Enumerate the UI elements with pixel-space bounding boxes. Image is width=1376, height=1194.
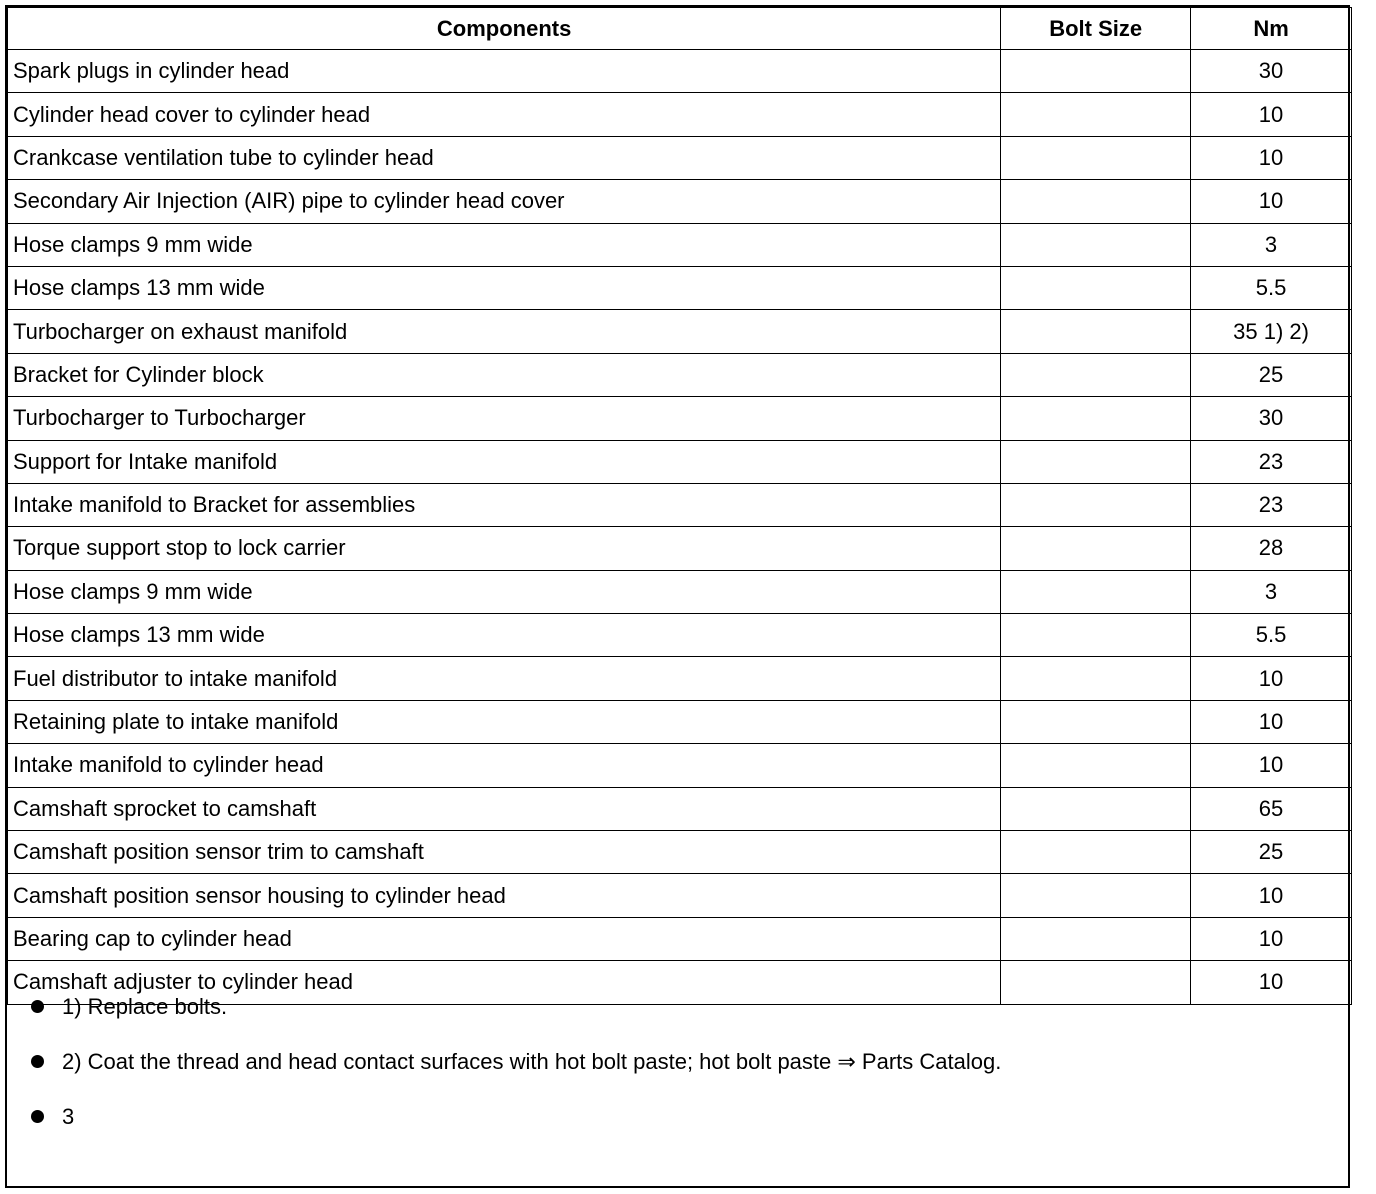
bolt-size-cell xyxy=(1001,440,1191,483)
table-row xyxy=(8,440,1352,483)
bolt-size-cell xyxy=(1001,93,1191,136)
torque-spec-sheet xyxy=(5,5,1350,1188)
torque-spec-table xyxy=(7,7,1352,1005)
nm-cell: 10 xyxy=(1191,657,1352,700)
nm-cell: 10 xyxy=(1191,180,1352,223)
table-row xyxy=(8,180,1352,223)
table-row xyxy=(8,744,1352,787)
bolt-size-cell xyxy=(1001,483,1191,526)
table-row xyxy=(8,570,1352,613)
bolt-size-cell xyxy=(1001,136,1191,179)
bolt-size-cell xyxy=(1001,874,1191,917)
bolt-size-cell xyxy=(1001,570,1191,613)
bolt-size-cell xyxy=(1001,700,1191,743)
nm-cell: 25 xyxy=(1191,831,1352,874)
table-row xyxy=(8,787,1352,830)
table-row xyxy=(8,527,1352,570)
nm-cell: 30 xyxy=(1191,397,1352,440)
footnote-item xyxy=(31,1104,74,1130)
nm-cell: 10 xyxy=(1191,961,1352,1004)
component-cell: Hose clamps 13 mm wide xyxy=(8,266,1001,309)
table-header-row xyxy=(8,8,1352,50)
table-row xyxy=(8,136,1352,179)
table-row xyxy=(8,223,1352,266)
footnote-text: 2) Coat the thread and head contact surfaces with hot bolt paste; hot bolt paste ⇒ Parts Catalog. xyxy=(62,1049,1002,1074)
component-cell: Hose clamps 9 mm wide xyxy=(8,570,1001,613)
nm-cell: 10 xyxy=(1191,874,1352,917)
bolt-size-cell xyxy=(1001,353,1191,396)
component-cell: Camshaft position sensor trim to camshaft xyxy=(8,831,1001,874)
footnote-item xyxy=(31,994,227,1020)
component-cell: Secondary Air Injection (AIR) pipe to cylinder head cover xyxy=(8,180,1001,223)
bolt-size-cell xyxy=(1001,614,1191,657)
footnote-text: 1) Replace bolts. xyxy=(62,994,228,1019)
nm-cell: 3 xyxy=(1191,223,1352,266)
component-cell: Hose clamps 13 mm wide xyxy=(8,614,1001,657)
bolt-size-cell xyxy=(1001,787,1191,830)
component-cell: Support for Intake manifold xyxy=(8,440,1001,483)
component-cell: Camshaft sprocket to camshaft xyxy=(8,787,1001,830)
table-body xyxy=(8,50,1352,1005)
bolt-size-cell xyxy=(1001,310,1191,353)
component-cell: Retaining plate to intake manifold xyxy=(8,700,1001,743)
component-cell: Spark plugs in cylinder head xyxy=(8,50,1001,93)
component-cell: Bracket for Cylinder block xyxy=(8,353,1001,396)
bolt-size-cell xyxy=(1001,961,1191,1004)
table-row xyxy=(8,353,1352,396)
nm-cell: 65 xyxy=(1191,787,1352,830)
bolt-size-cell xyxy=(1001,180,1191,223)
component-cell: Intake manifold to cylinder head xyxy=(8,744,1001,787)
bolt-size-cell xyxy=(1001,50,1191,93)
header-bolt-size: Bolt Size xyxy=(1001,8,1191,50)
nm-cell: 35 1) 2) xyxy=(1191,310,1352,353)
component-cell: Bearing cap to cylinder head xyxy=(8,917,1001,960)
nm-cell: 5.5 xyxy=(1191,266,1352,309)
table-row xyxy=(8,310,1352,353)
bolt-size-cell xyxy=(1001,397,1191,440)
nm-cell: 3 xyxy=(1191,570,1352,613)
nm-cell: 10 xyxy=(1191,93,1352,136)
bolt-size-cell xyxy=(1001,831,1191,874)
table-row xyxy=(8,397,1352,440)
component-cell: Intake manifold to Bracket for assemblies xyxy=(8,483,1001,526)
component-cell: Turbocharger on exhaust manifold xyxy=(8,310,1001,353)
bolt-size-cell xyxy=(1001,266,1191,309)
component-cell: Hose clamps 9 mm wide xyxy=(8,223,1001,266)
bolt-size-cell xyxy=(1001,223,1191,266)
nm-cell: 5.5 xyxy=(1191,614,1352,657)
header-components: Components xyxy=(8,8,1001,50)
table-row xyxy=(8,917,1352,960)
component-cell: Camshaft adjuster to cylinder head xyxy=(8,961,1001,1004)
bolt-size-cell xyxy=(1001,744,1191,787)
component-cell: Torque support stop to lock carrier xyxy=(8,527,1001,570)
nm-cell: 30 xyxy=(1191,50,1352,93)
bolt-size-cell xyxy=(1001,657,1191,700)
bolt-size-cell xyxy=(1001,917,1191,960)
nm-cell: 10 xyxy=(1191,700,1352,743)
table-row xyxy=(8,874,1352,917)
component-cell: Cylinder head cover to cylinder head xyxy=(8,93,1001,136)
nm-cell: 28 xyxy=(1191,527,1352,570)
nm-cell: 10 xyxy=(1191,136,1352,179)
bullet-icon xyxy=(31,1110,44,1123)
nm-cell: 10 xyxy=(1191,917,1352,960)
bullet-icon xyxy=(31,1055,44,1068)
table-row xyxy=(8,93,1352,136)
table-row xyxy=(8,700,1352,743)
nm-cell: 23 xyxy=(1191,483,1352,526)
table-row xyxy=(8,483,1352,526)
component-cell: Fuel distributor to intake manifold xyxy=(8,657,1001,700)
bullet-icon xyxy=(31,1000,44,1013)
nm-cell: 23 xyxy=(1191,440,1352,483)
footnote-item xyxy=(31,1049,1001,1075)
component-cell: Crankcase ventilation tube to cylinder head xyxy=(8,136,1001,179)
table-row xyxy=(8,266,1352,309)
nm-cell: 25 xyxy=(1191,353,1352,396)
table-row xyxy=(8,50,1352,93)
component-cell: Camshaft position sensor housing to cylinder head xyxy=(8,874,1001,917)
header-nm: Nm xyxy=(1191,8,1352,50)
table-row xyxy=(8,831,1352,874)
footnote-text: 3 xyxy=(62,1104,75,1129)
table-row xyxy=(8,657,1352,700)
component-cell: Turbocharger to Turbocharger xyxy=(8,397,1001,440)
table-row xyxy=(8,614,1352,657)
nm-cell: 10 xyxy=(1191,744,1352,787)
bolt-size-cell xyxy=(1001,527,1191,570)
